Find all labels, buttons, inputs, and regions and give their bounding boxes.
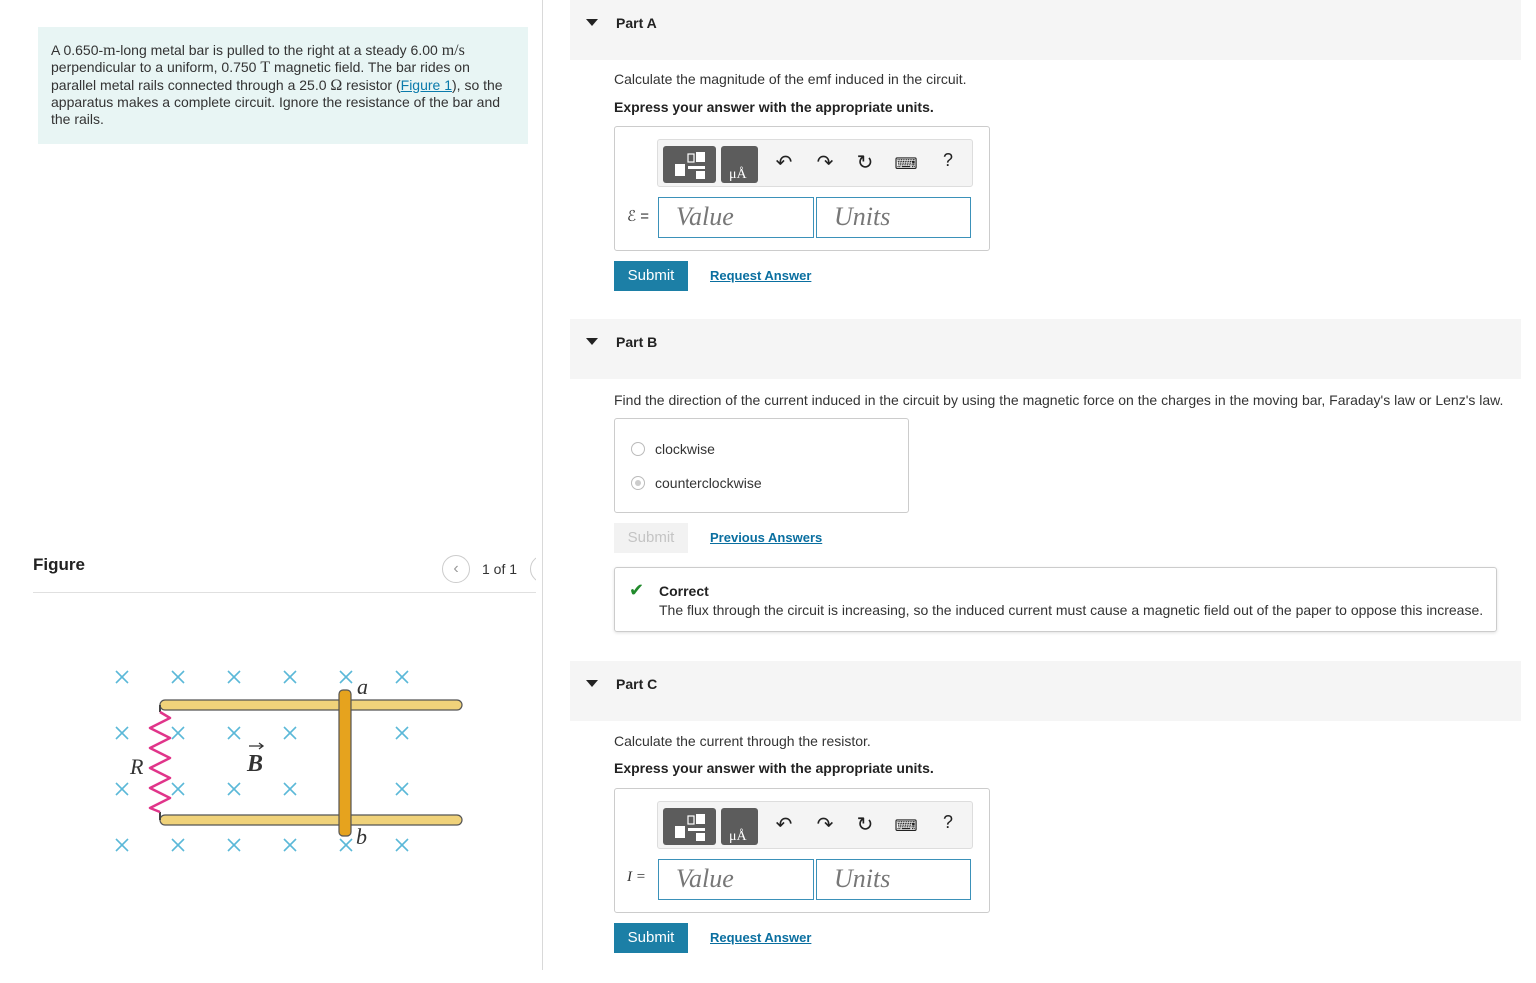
- value-input[interactable]: Value: [658, 859, 814, 900]
- checkmark-icon: ✔: [629, 580, 645, 600]
- figure-next-button[interactable]: [530, 555, 558, 583]
- units-icon[interactable]: [721, 808, 758, 845]
- vector-arrow: [249, 743, 263, 749]
- figure-counter: 1 of 1: [482, 561, 518, 577]
- figure-diagram: [100, 660, 480, 860]
- column-divider: [542, 0, 543, 970]
- choice-clockwise[interactable]: clockwise: [631, 441, 715, 457]
- help-icon[interactable]: ?: [942, 150, 953, 170]
- part-a-toolbar: [657, 139, 973, 187]
- label-a: a: [357, 674, 368, 699]
- request-answer-link[interactable]: Request Answer: [710, 930, 812, 945]
- undo-icon[interactable]: ↶: [775, 152, 793, 174]
- part-a-instruction: Express your answer with the appropriate units.: [614, 99, 934, 115]
- part-a-prompt: Calculate the magnitude of the emf induced in the circuit.: [614, 71, 967, 87]
- figure-title: Figure: [33, 555, 85, 574]
- reset-icon[interactable]: ↻: [856, 152, 874, 174]
- emf-label: ℰ =: [627, 208, 650, 225]
- undo-icon[interactable]: ↶: [775, 814, 793, 836]
- submit-button[interactable]: Submit: [614, 261, 688, 291]
- label-r: R: [130, 754, 144, 779]
- chevron-left-icon: ‹: [453, 560, 459, 577]
- part-a-title: Part A: [616, 15, 657, 31]
- figure-link[interactable]: Figure 1: [400, 76, 452, 93]
- submit-button-disabled[interactable]: Submit: [614, 523, 688, 553]
- metal-bar: [339, 690, 351, 836]
- label-b: b: [356, 824, 367, 849]
- problem-statement: A 0.650-m-long metal bar is pulled to the right at a steady 6.00 m/s perpendicular to a uniform, 0.750 T magnetic field. The bar rides on parallel metal rails connected through a 25.0 Ω resistor (Figure 1), so the apparatus makes a complete circuit. Ignore the resistance of the bar and the rails.: [38, 27, 528, 144]
- label-b-field: B: [247, 751, 264, 777]
- keyboard-icon[interactable]: ⌨: [894, 156, 918, 173]
- part-a-header[interactable]: [570, 0, 1521, 60]
- part-c-header[interactable]: [570, 661, 1521, 721]
- keyboard-icon[interactable]: ⌨: [894, 818, 918, 835]
- caret-down-icon: [586, 338, 598, 345]
- part-c-toolbar: [657, 801, 973, 849]
- part-b-header[interactable]: [570, 319, 1521, 379]
- radio-button-selected[interactable]: [631, 476, 645, 490]
- templates-icon[interactable]: [663, 146, 716, 183]
- part-c-instruction: Express your answer with the appropriate units.: [614, 760, 934, 776]
- radio-button[interactable]: [631, 442, 645, 456]
- caret-down-icon: [586, 19, 598, 26]
- feedback-title: Correct: [659, 583, 709, 599]
- svg-text:μÅ: μÅ: [729, 167, 747, 182]
- units-input[interactable]: Units: [816, 197, 971, 238]
- redo-icon[interactable]: ↷: [816, 152, 834, 174]
- part-c-prompt: Calculate the current through the resistor.: [614, 733, 871, 749]
- figure-prev-button[interactable]: [442, 555, 470, 583]
- svg-text:μÅ: μÅ: [729, 829, 747, 844]
- part-a-answer-box: [614, 126, 990, 251]
- feedback-text: The flux through the circuit is increasing, so the induced current must cause a magnetic field out of the paper to oppose this increase.: [659, 602, 1484, 618]
- submit-button[interactable]: Submit: [614, 923, 688, 953]
- current-label: I =: [627, 869, 646, 885]
- caret-down-icon: [586, 680, 598, 687]
- choice-counterclockwise[interactable]: counterclockwise: [631, 475, 762, 491]
- request-answer-link[interactable]: Request Answer: [710, 268, 812, 283]
- part-b-prompt: Find the direction of the current induced in the circuit by using the magnetic force on the charges in the moving bar, Faraday's law or Lenz's law.: [614, 392, 1504, 408]
- bottom-rail: [160, 815, 462, 825]
- choice-group: [614, 418, 909, 513]
- value-input[interactable]: Value: [658, 197, 814, 238]
- redo-icon[interactable]: ↷: [816, 814, 834, 836]
- units-input[interactable]: Units: [816, 859, 971, 900]
- top-rail: [160, 700, 462, 710]
- figure-divider: [33, 592, 536, 593]
- previous-answers-link[interactable]: Previous Answers: [710, 530, 823, 545]
- part-c-title: Part C: [616, 676, 658, 692]
- reset-icon[interactable]: ↻: [856, 814, 874, 836]
- units-icon[interactable]: [721, 146, 758, 183]
- resistor: [150, 712, 170, 812]
- templates-icon[interactable]: [663, 808, 716, 845]
- part-b-title: Part B: [616, 334, 658, 350]
- help-icon[interactable]: ?: [942, 812, 953, 832]
- part-c-answer-box: [614, 788, 990, 913]
- feedback-correct: [614, 567, 1497, 632]
